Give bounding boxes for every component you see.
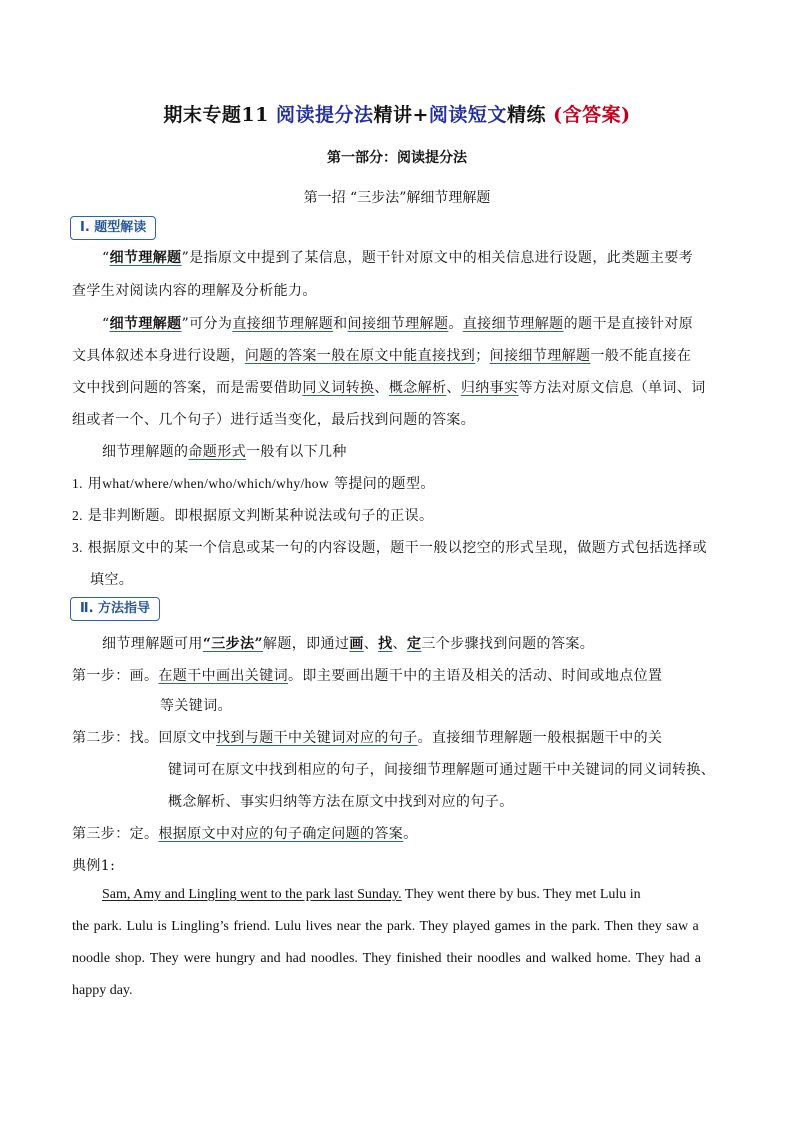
paragraph-2-line-2: 文具体叙述本身进行设题，问题的答案一般在原文中能直接找到；间接细节理解题一般不能直接在 xyxy=(72,348,692,364)
paragraph-2-line-1: “细节理解题”可分为直接细节理解题和间接细节理解题。直接细节理解题的题干是直接针对原 xyxy=(102,316,694,332)
step-1-line-1: 第一步：画。在题干中画出关键词。即主要画出题干中的主语及相关的活动、时间或地点位置 xyxy=(72,668,663,684)
list-item-3-line-2: 填空。 xyxy=(90,572,134,588)
step-2-line-1: 第二步：找。回原文中找到与题干中关键词对应的句子。直接细节理解题一般根据题干中的关 xyxy=(72,730,663,746)
example-line-3: noodle shop. They were hungry and had noodles. They finished their noodles and walked home. They had a xyxy=(72,951,701,966)
section-badge-type-analysis: Ⅰ. 题型解读 xyxy=(70,216,156,240)
example-line-1: Sam, Amy and Lingling went to the park last Sunday. They went there by bus. They met Lulu in xyxy=(102,887,641,902)
example-label: 典例1: xyxy=(72,858,116,874)
list-item-3-line-1: 3. 根据原文中的某一个信息或某一句的内容设题，题干一般以挖空的形式呈现，做题方式包括选择或 xyxy=(72,540,707,556)
step-2-line-3: 概念解析、事实归纳等方法在原文中找到对应的句子。 xyxy=(168,794,514,810)
paragraph-2-line-3: 文中找到问题的答案，而是需要借助同义词转换、概念解析、归纳事实等方法对原文信息（单词、词 xyxy=(72,380,706,396)
trick-heading: 第一招 “三步法”解细节理解题 xyxy=(303,190,491,206)
example-line-2: the park. Lulu is Lingling’s friend. Lulu lives near the park. They played games in the park. Then they saw a xyxy=(72,919,699,934)
list-item-2: 2. 是非判断题。即根据原文判断某种说法或句子的正误。 xyxy=(72,508,434,524)
step-1-line-2: 等关键词。 xyxy=(160,698,232,714)
paragraph-1-line-1: “细节理解题”是指原文中提到了某信息，题干针对原文中的相关信息进行设题，此类题主要考 xyxy=(102,250,694,266)
method-intro: 细节理解题可用“三步法”解题，即通过画、找、定三个步骤找到问题的答案。 xyxy=(102,636,595,652)
paragraph-1-line-2: 查学生对阅读内容的理解及分析能力。 xyxy=(72,283,317,299)
step-3: 第三步：定。根据原文中对应的句子确定问题的答案。 xyxy=(72,826,418,842)
step-2-line-2: 键词可在原文中找到相应的句子，间接细节理解题可通过题干中关键词的同义词转换、 xyxy=(168,762,716,778)
example-line-4: happy day. xyxy=(72,983,133,998)
part-heading: 第一部分：阅读提分法 xyxy=(327,150,467,166)
list-item-1: 1. 用what/where/when/who/which/why/how 等提问的题型。 xyxy=(72,476,435,492)
section-badge-method-guide: Ⅱ. 方法指导 xyxy=(70,597,160,621)
paragraph-3: 细节理解题的命题形式一般有以下几种 xyxy=(102,444,347,460)
document-title: 期末专题11 阅读提分法精讲+阅读短文精练 (含答案) xyxy=(163,104,631,126)
paragraph-2-line-4: 组或者一个、几个句子）进行适当变化，最后找到问题的答案。 xyxy=(72,412,476,428)
